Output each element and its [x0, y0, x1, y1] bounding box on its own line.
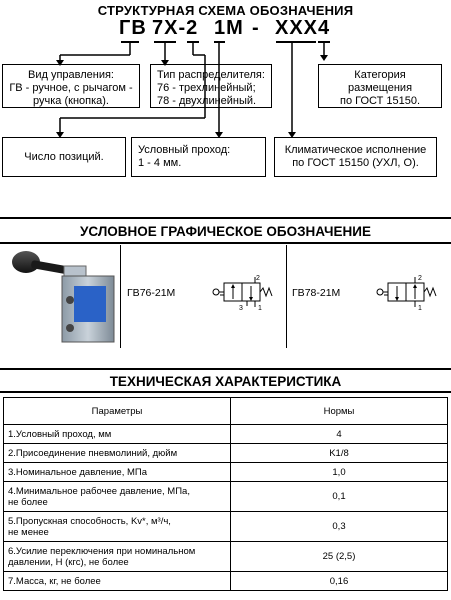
spec-param — [4, 512, 231, 542]
graphic-title: УСЛОВНОЕ ГРАФИЧЕСКОЕ ОБОЗНАЧЕНИЕ — [80, 224, 371, 239]
table-row — [4, 542, 448, 572]
spec-title: ТЕХНИЧЕСКАЯ ХАРАКТЕРИСТИКА — [109, 374, 342, 389]
spec-value: 1,0 — [231, 463, 448, 482]
spec-param-line: 4.Минимальное рабочее давление, МПа, — [8, 485, 190, 497]
section-divider-bottom — [0, 242, 451, 244]
code-part-gv: ГВ — [119, 17, 147, 39]
designation-title: СТРУКТУРНАЯ СХЕМА ОБОЗНАЧЕНИЯ — [97, 3, 354, 18]
climate-line2: по ГОСТ 15150 (УХЛ, О). — [292, 157, 419, 169]
bore-line2: 1 - 4 мм. — [138, 157, 182, 169]
spec-value: 4 — [231, 425, 448, 444]
port-3-label: 3 — [239, 305, 243, 312]
port-2-label-b: 2 — [418, 275, 422, 282]
spec-param: 3.Номинальное давление, МПа — [4, 463, 231, 482]
table-row — [4, 572, 448, 591]
category-line2: размещения — [347, 82, 413, 94]
code-part-bore: 1М — [214, 17, 244, 39]
category-line1: Категория — [354, 69, 406, 81]
spec-table — [3, 397, 448, 591]
valve-type-line1: Тип распределителя: — [157, 69, 265, 81]
valve-product-image — [4, 248, 116, 348]
spec-param — [4, 482, 231, 512]
positions-line1: Число позиций. — [24, 151, 104, 163]
spec-param — [4, 542, 231, 572]
climate-box — [274, 137, 437, 177]
code-part-climate: ХХХ — [275, 17, 319, 39]
valve-type-line3: 78 - двухлинейный. — [157, 95, 257, 107]
control-type-line3: ручка (кнопка). — [33, 95, 109, 107]
spec-param-line: 5.Пропускная способность, Kv*, м³/ч, — [8, 515, 171, 527]
spec-param-line: не менее — [8, 526, 49, 538]
valve-type-box — [150, 64, 272, 108]
bore-line1: Условный проход: — [138, 144, 231, 156]
table-row — [4, 482, 448, 512]
variant2-label: ГВ78-21М — [292, 287, 341, 299]
control-type-line1: Вид управления: — [27, 69, 114, 81]
valve-symbol-2way — [372, 272, 444, 312]
control-type-box — [2, 64, 140, 108]
table-row — [4, 463, 448, 482]
spec-header-param: Параметры — [4, 398, 231, 425]
variant1-label: ГВ76-21М — [127, 287, 176, 299]
code-part-type: 7Х-2 — [152, 17, 199, 39]
table-row — [4, 444, 448, 463]
code-part-category: 4 — [318, 17, 331, 39]
positions-box — [2, 137, 126, 177]
spec-value: K1/8 — [231, 444, 448, 463]
spec-value: 0,16 — [231, 572, 448, 591]
spec-divider-bottom — [0, 391, 451, 393]
port-1-label-b: 1 — [418, 305, 422, 312]
climate-line1: Климатическое исполнение — [284, 144, 427, 156]
control-type-line2: ГВ - ручное, с рычагом - — [9, 82, 133, 94]
graphic-divider-2 — [286, 245, 287, 348]
spec-value: 0,3 — [231, 512, 448, 542]
valve-type-line2: 76 - трехлинейный; — [157, 82, 256, 94]
table-row — [4, 512, 448, 542]
category-line3: по ГОСТ 15150. — [339, 95, 421, 107]
section-divider-top — [0, 217, 451, 219]
code-part-dash: - — [252, 17, 260, 39]
table-row — [4, 425, 448, 444]
spec-param: 2.Присоединение пневмолиний, дюйм — [4, 444, 231, 463]
spec-header-row — [4, 398, 448, 425]
port-1-label: 1 — [258, 305, 262, 312]
port-2-label: 2 — [256, 275, 260, 282]
graphic-divider-1 — [120, 245, 121, 348]
spec-divider-top — [0, 368, 451, 370]
spec-param: 1.Условный проход, мм — [4, 425, 231, 444]
spec-header-value: Нормы — [231, 398, 448, 425]
bore-box — [131, 137, 266, 177]
spec-value: 0,1 — [231, 482, 448, 512]
spec-param: 7.Масса, кг, не более — [4, 572, 231, 591]
category-box — [318, 64, 442, 108]
valve-symbol-3way — [208, 272, 280, 312]
spec-value: 25 (2,5) — [231, 542, 448, 572]
spec-param-line: 6.Усилие переключения при номинальном — [8, 545, 196, 557]
spec-param-line: давлении, Н (кгс), не более — [8, 556, 129, 568]
spec-param-line: не более — [8, 496, 48, 508]
